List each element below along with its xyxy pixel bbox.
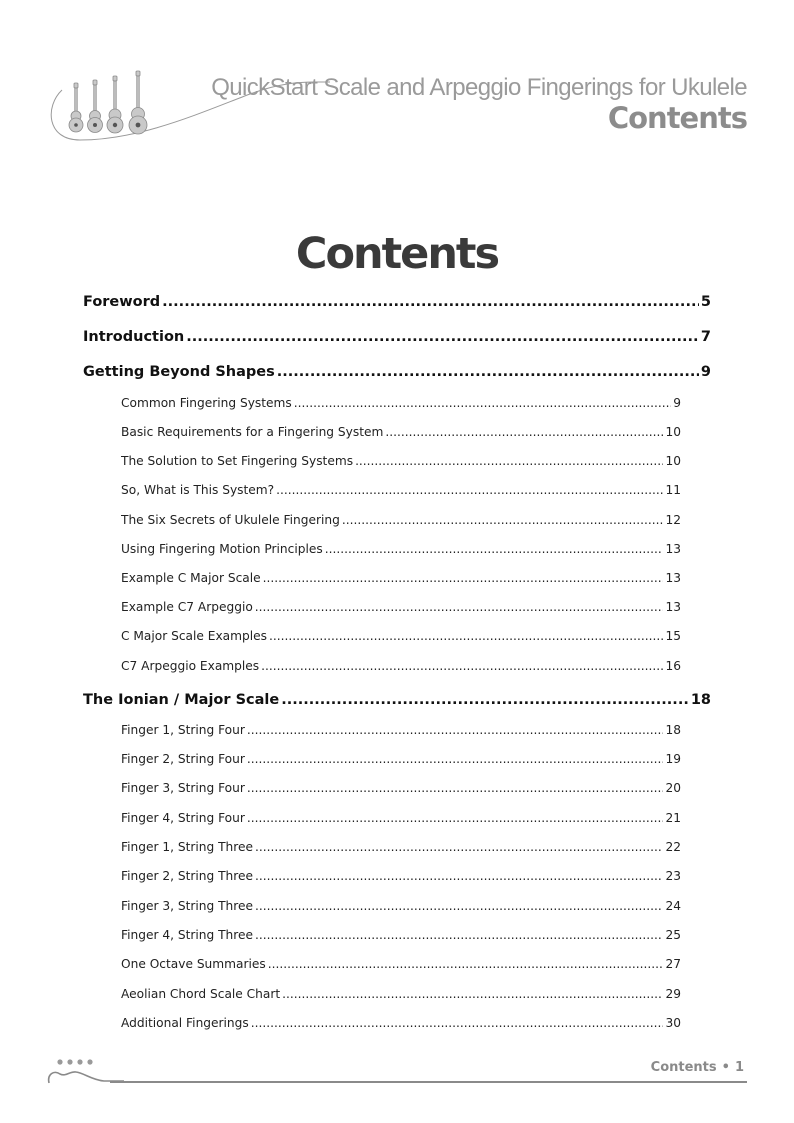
toc-entry-title: So, What is This System? xyxy=(121,483,275,497)
toc-chapter-entry[interactable] xyxy=(83,292,711,312)
toc-chapter-entry[interactable] xyxy=(83,327,711,347)
toc-entry-title: Finger 3, String Four xyxy=(121,781,245,795)
toc-section-entry[interactable] xyxy=(121,422,681,442)
toc-entry-title: Finger 4, String Three xyxy=(121,928,254,942)
toc-section-entry[interactable] xyxy=(121,925,681,945)
toc-entry-page-number: 9 xyxy=(700,364,711,380)
toc-dot-leader xyxy=(325,539,664,559)
toc-section-entry[interactable] xyxy=(121,808,681,828)
toc-section-entry[interactable] xyxy=(121,451,681,471)
toc-section-entry[interactable] xyxy=(121,480,681,500)
toc-entry-page-number: 25 xyxy=(665,928,681,942)
toc-entry-page-number: 24 xyxy=(665,899,681,913)
toc-entry-page-number: 13 xyxy=(665,542,681,556)
toc-section-entry[interactable] xyxy=(121,626,681,646)
toc-section-entry[interactable] xyxy=(121,896,681,916)
toc-entry-page-number: 21 xyxy=(665,811,681,825)
toc-section-entry[interactable] xyxy=(121,656,681,676)
toc-dot-leader xyxy=(268,954,664,974)
toc-entry-title: Additional Fingerings xyxy=(121,1016,249,1030)
toc-entry-title: The Ionian / Major Scale xyxy=(83,692,280,708)
toc-entry-page-number: 9 xyxy=(673,396,681,410)
page-title: Contents xyxy=(295,229,499,279)
toc-section-entry[interactable] xyxy=(121,837,681,857)
toc-section-entry[interactable] xyxy=(121,954,681,974)
toc-entry-title: Finger 3, String Three xyxy=(121,899,254,913)
toc-entry-title: One Octave Summaries xyxy=(121,957,266,971)
toc-dot-leader xyxy=(186,327,699,347)
toc-dot-leader xyxy=(255,896,663,916)
toc-entry-page-number: 20 xyxy=(665,781,681,795)
toc-entry-page-number: 22 xyxy=(665,840,681,854)
toc-dot-leader xyxy=(247,720,664,740)
footer-section-label: Contents xyxy=(650,1060,717,1075)
toc-entry-page-number: 16 xyxy=(665,659,681,673)
toc-entry-title: Finger 4, String Four xyxy=(121,811,245,825)
toc-entry-title: C7 Arpeggio Examples xyxy=(121,659,260,673)
toc-entry-title: Finger 1, String Three xyxy=(121,840,254,854)
page-number: 1 xyxy=(734,1060,744,1075)
toc-entry-page-number: 27 xyxy=(665,957,681,971)
toc-section-entry[interactable] xyxy=(121,1013,681,1033)
toc-dot-leader xyxy=(255,597,664,617)
toc-section-entry[interactable] xyxy=(121,984,681,1004)
toc-entry-page-number: 30 xyxy=(665,1016,681,1030)
footer-page-label xyxy=(651,1060,744,1075)
toc-entry-title: The Solution to Set Fingering Systems xyxy=(121,454,354,468)
toc-entry-page-number: 29 xyxy=(665,987,681,1001)
toc-entry-title: Common Fingering Systems xyxy=(121,396,292,410)
toc-dot-leader xyxy=(255,925,663,945)
toc-section-entry[interactable] xyxy=(121,539,681,559)
toc-section-entry[interactable] xyxy=(121,568,681,588)
toc-entry-title: Using Fingering Motion Principles xyxy=(121,542,323,556)
toc-entry-title: Aeolian Chord Scale Chart xyxy=(121,987,281,1001)
toc-section-entry[interactable] xyxy=(121,866,681,886)
toc-entry-page-number: 12 xyxy=(665,513,681,527)
toc-dot-leader xyxy=(162,292,699,312)
toc-entry-title: Basic Requirements for a Fingering System xyxy=(121,425,384,439)
toc-dot-leader xyxy=(247,808,664,828)
toc-entry-title: The Six Secrets of Ukulele Fingering xyxy=(121,513,340,527)
toc-entry-page-number: 13 xyxy=(665,571,681,585)
toc-dot-leader xyxy=(385,422,663,442)
toc-entry-page-number: 11 xyxy=(665,483,681,497)
toc-entry-title: Example C7 Arpeggio xyxy=(121,600,253,614)
toc-dot-leader xyxy=(247,778,664,798)
toc-entry-page-number: 23 xyxy=(665,869,681,883)
toc-dot-leader xyxy=(277,362,699,382)
toc-section-entry[interactable] xyxy=(121,393,681,413)
header-subtitle: QuickStart Scale and Arpeggio Fingerings for Ukulele xyxy=(211,74,747,101)
toc-entry-page-number: 5 xyxy=(700,294,711,310)
toc-entry-page-number: 18 xyxy=(665,723,681,737)
footer-separator: • xyxy=(721,1060,730,1075)
toc-entry-title: C Major Scale Examples xyxy=(121,629,267,643)
toc-entry-page-number: 10 xyxy=(665,425,681,439)
footer-ukulele-icon xyxy=(44,1058,124,1088)
toc-entry-title: Getting Beyond Shapes xyxy=(83,364,275,380)
toc-entry-page-number: 7 xyxy=(700,329,711,345)
toc-dot-leader xyxy=(281,690,689,710)
toc-section-entry[interactable] xyxy=(121,720,681,740)
toc-dot-leader xyxy=(355,451,663,471)
toc-chapter-entry[interactable] xyxy=(83,362,711,382)
toc-dot-leader xyxy=(276,480,663,500)
toc-dot-leader xyxy=(261,656,663,676)
toc-entry-title: Example C Major Scale xyxy=(121,571,261,585)
footer-divider xyxy=(110,1081,747,1083)
toc-dot-leader xyxy=(263,568,664,588)
toc-entry-title: Finger 2, String Four xyxy=(121,752,245,766)
toc-section-entry[interactable] xyxy=(121,510,681,530)
header-section-title: Contents xyxy=(607,101,747,135)
toc-entry-page-number: 15 xyxy=(665,629,681,643)
toc-entry-page-number: 19 xyxy=(665,752,681,766)
toc-dot-leader xyxy=(255,837,663,857)
toc-dot-leader xyxy=(294,393,671,413)
toc-entry-page-number: 10 xyxy=(665,454,681,468)
toc-entry-title: Introduction xyxy=(83,329,185,345)
toc-dot-leader xyxy=(251,1013,664,1033)
toc-dot-leader xyxy=(255,866,663,886)
toc-entry-page-number: 13 xyxy=(665,600,681,614)
toc-section-entry[interactable] xyxy=(121,749,681,769)
toc-dot-leader xyxy=(247,749,664,769)
toc-entry-title: Finger 1, String Four xyxy=(121,723,245,737)
toc-entry-page-number: 18 xyxy=(690,692,711,708)
toc-dot-leader xyxy=(269,626,664,646)
toc-entry-title: Finger 2, String Three xyxy=(121,869,254,883)
toc-section-entry[interactable] xyxy=(121,778,681,798)
toc-dot-leader xyxy=(282,984,663,1004)
toc-dot-leader xyxy=(342,510,664,530)
toc-entry-title: Foreword xyxy=(83,294,161,310)
toc-section-entry[interactable] xyxy=(121,597,681,617)
toc-chapter-entry[interactable] xyxy=(83,690,711,710)
